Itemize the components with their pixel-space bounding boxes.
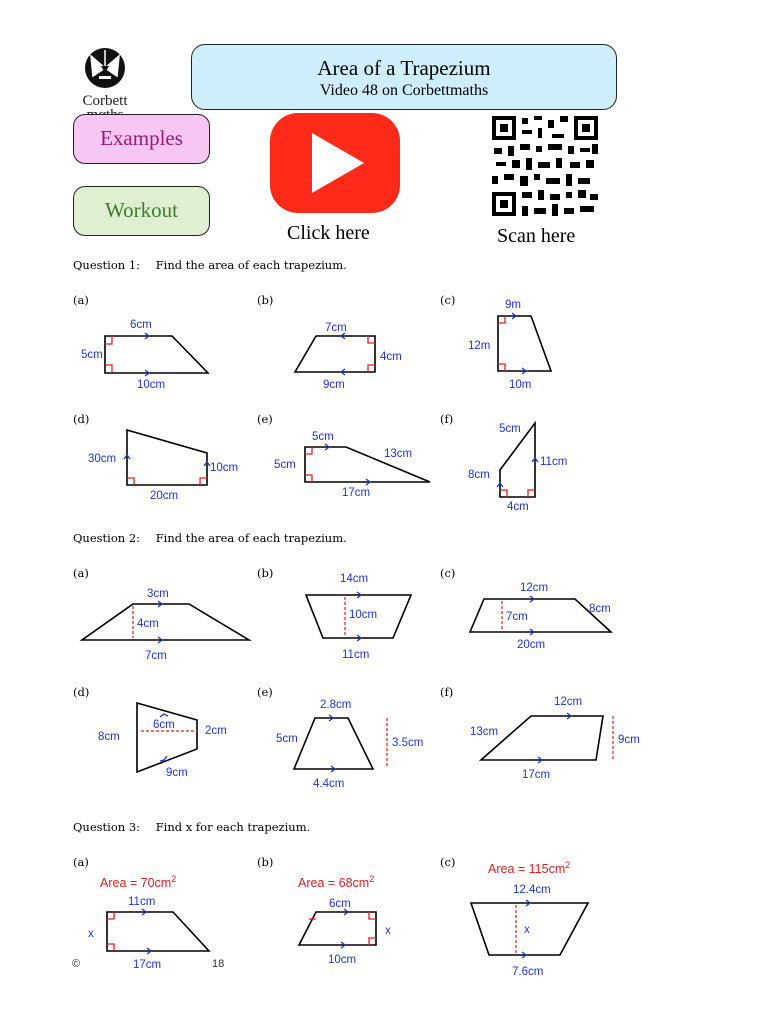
question-3-heading bbox=[73, 820, 310, 834]
q3b-label: (b) bbox=[257, 855, 274, 869]
q1e-bottom: 17cm bbox=[342, 487, 371, 499]
q2a-top: 3cm bbox=[147, 588, 169, 600]
q1e-top: 5cm bbox=[312, 431, 334, 443]
q2c-height: 7cm bbox=[506, 611, 528, 623]
q1d-left: 30cm bbox=[88, 453, 117, 465]
q2a-shape bbox=[82, 604, 249, 640]
q1b-top: 7cm bbox=[325, 322, 347, 334]
q2b-top: 14cm bbox=[340, 573, 369, 585]
q1f-label: (f) bbox=[440, 412, 454, 426]
q1d-bottom: 20cm bbox=[150, 490, 179, 502]
footer-page: 18 bbox=[212, 958, 225, 970]
q1a-left: 5cm bbox=[81, 349, 103, 361]
question-2-label: Question 2: bbox=[73, 531, 141, 545]
q2f-label: (f) bbox=[440, 685, 454, 699]
q1e-left: 5cm bbox=[274, 459, 296, 471]
q2e-shape bbox=[294, 718, 373, 769]
q1d-right: 10cm bbox=[210, 462, 239, 474]
question-2-heading bbox=[73, 531, 347, 545]
q3a-bottom: 17cm bbox=[133, 959, 162, 971]
question-1-label: Question 1: bbox=[73, 258, 141, 272]
q1d-shape bbox=[127, 430, 207, 485]
q2c-top: 12cm bbox=[520, 582, 549, 594]
question-2-text: Find the area of each trapezium. bbox=[155, 531, 347, 545]
q3b-top: 6cm bbox=[329, 898, 351, 910]
q3b-area: Area = $68cm^2$ bbox=[298, 874, 375, 890]
q1c-shape bbox=[498, 316, 551, 371]
q3c-label: (c) bbox=[440, 855, 456, 869]
q2e-top: 2.8cm bbox=[320, 699, 352, 711]
q1f-right: 11cm bbox=[540, 456, 568, 468]
click-here-caption[interactable]: Click here bbox=[287, 222, 370, 244]
q1c-bottom: 10m bbox=[509, 379, 532, 391]
q1c-label: (c) bbox=[440, 293, 456, 307]
question-3-label: Question 3: bbox=[73, 820, 141, 834]
q2d-shape bbox=[137, 703, 197, 772]
q3c-bottom: 7.6cm bbox=[512, 966, 544, 978]
q2c-label: (c) bbox=[440, 566, 456, 580]
q2b-label: (b) bbox=[257, 566, 274, 580]
q2d-right: 2cm bbox=[205, 725, 227, 737]
q2e-left: 5cm bbox=[276, 733, 298, 745]
q3c-area: Area = $115cm^2$ bbox=[488, 860, 571, 876]
q3a-area: Area = $70cm^2$ bbox=[100, 874, 177, 890]
q3b-shape bbox=[299, 912, 376, 945]
q2f-bottom: 17cm bbox=[522, 769, 551, 781]
q3a-top: 11cm bbox=[128, 896, 156, 908]
q2a-label: (a) bbox=[73, 566, 89, 580]
q1c-top: 9m bbox=[505, 299, 521, 311]
q3a-label: (a) bbox=[73, 855, 89, 869]
workout-button[interactable]: Workout bbox=[73, 186, 210, 236]
q3c-x: x bbox=[524, 924, 530, 936]
page-title: Area of a Trapezium bbox=[317, 56, 491, 80]
q2a-bottom: 7cm bbox=[145, 650, 167, 662]
q2f-left: 13cm bbox=[470, 726, 499, 738]
q2f-height: 9cm bbox=[618, 734, 640, 746]
q1a-label: (a) bbox=[73, 293, 89, 307]
q2d-height: 6cm bbox=[153, 719, 175, 731]
q1a-bottom: 10cm bbox=[137, 379, 166, 391]
q1b-right: 4cm bbox=[380, 351, 402, 363]
q1d-label: (d) bbox=[73, 412, 90, 426]
q1c-left: 12m bbox=[468, 340, 491, 352]
q2e-bottom: 4.4cm bbox=[313, 778, 345, 790]
q3c-top: 12.4cm bbox=[513, 884, 551, 896]
q2d-left: 8cm bbox=[98, 731, 120, 743]
q1e-slant: 13cm bbox=[384, 448, 413, 460]
footer-copyright: © bbox=[72, 958, 81, 970]
q1f-bottom: 4cm bbox=[507, 501, 529, 513]
q2f-shape bbox=[481, 716, 603, 760]
q1b-label: (b) bbox=[257, 293, 274, 307]
q2a-height: 4cm bbox=[137, 618, 159, 630]
q2b-height: 10cm bbox=[349, 609, 378, 621]
q3a-x: x bbox=[88, 928, 94, 940]
q1b-bottom: 9cm bbox=[323, 379, 345, 391]
q2e-height: 3.5cm bbox=[392, 737, 424, 749]
q2c-slant: 8cm bbox=[589, 603, 611, 615]
q2b-bottom: 11cm bbox=[342, 649, 370, 661]
q2d-bottom: 9cm bbox=[166, 767, 188, 779]
q3b-x: x bbox=[385, 925, 391, 937]
q2c-bottom: 20cm bbox=[517, 639, 546, 651]
question-3-text: Find x for each trapezium. bbox=[155, 820, 311, 834]
q1e-label: (e) bbox=[257, 412, 273, 426]
q1b-shape bbox=[295, 336, 375, 372]
q2f-top: 12cm bbox=[554, 696, 583, 708]
q1a-shape bbox=[105, 336, 208, 373]
q1a-top: 6cm bbox=[130, 319, 152, 331]
q2e-label: (e) bbox=[257, 685, 273, 699]
examples-button[interactable]: Examples bbox=[73, 114, 210, 164]
logo-line1: Corbett bbox=[82, 93, 128, 109]
page-subtitle: Video 48 on Corbettmaths bbox=[319, 82, 489, 99]
q1f-top: 5cm bbox=[499, 423, 521, 435]
question-1-text: Find the area of each trapezium. bbox=[155, 258, 347, 272]
q2d-label: (d) bbox=[73, 685, 90, 699]
q1f-left: 8cm bbox=[468, 469, 490, 481]
q3a-shape bbox=[107, 912, 209, 951]
scan-here-caption[interactable]: Scan here bbox=[497, 225, 576, 247]
q3b-bottom: 10cm bbox=[328, 954, 357, 966]
